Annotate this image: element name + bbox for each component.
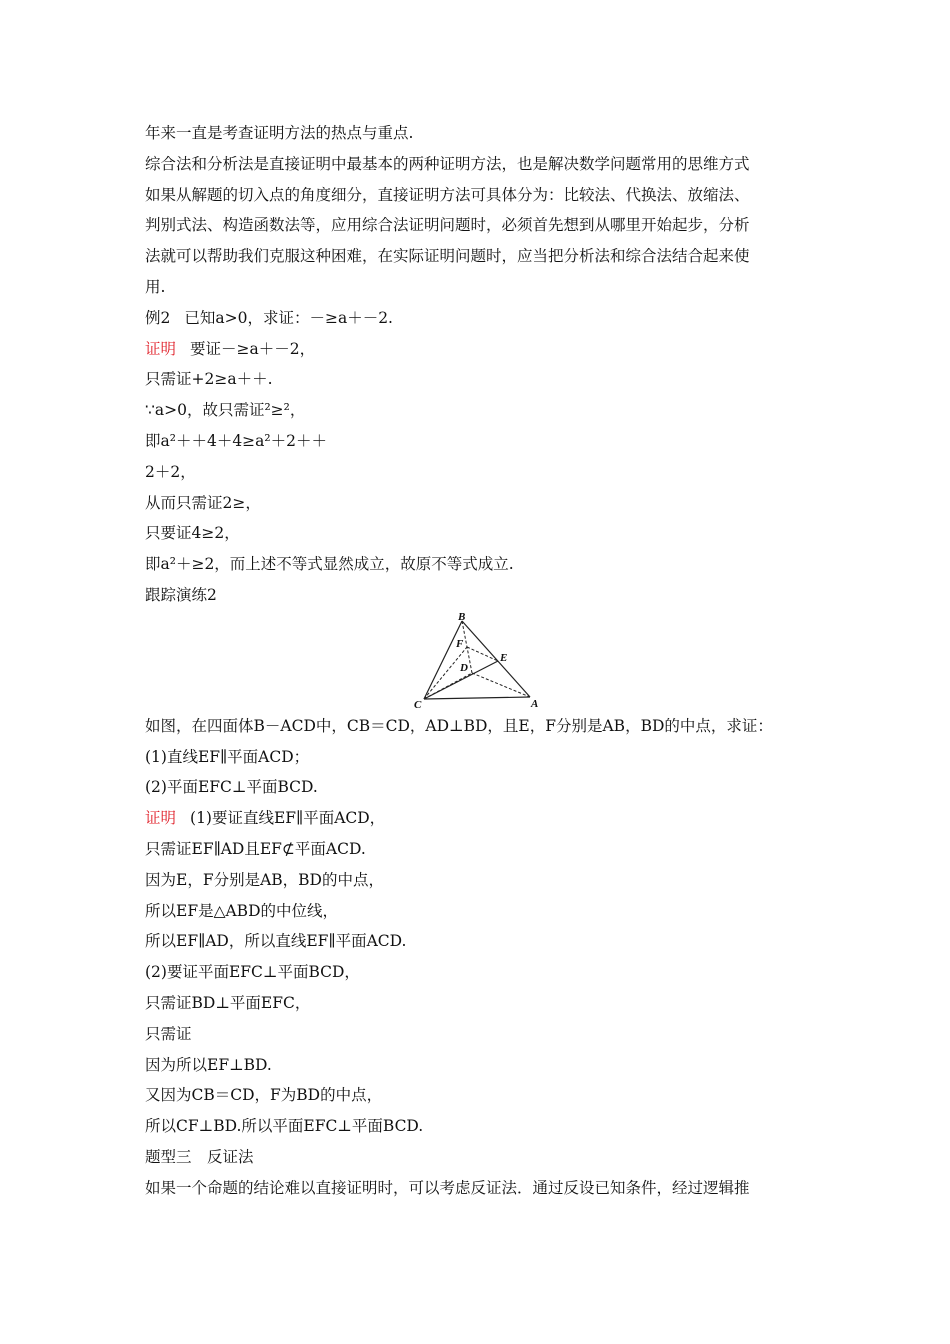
text-line: 所以CF⊥BD.所以平面EFC⊥平面BCD. <box>145 1117 424 1136</box>
example-label: 例2 <box>145 308 171 327</box>
text-line: 综合法和分析法是直接证明中最基本的两种证明方法，也是解决数学问题常用的思维方式 <box>145 154 750 173</box>
text-line: 因为所以EF⊥BD. <box>145 1055 272 1074</box>
text-line: 判别式法、构造函数法等，应用综合法证明问题时，必须首先想到从哪里开始起步，分析 <box>145 216 750 235</box>
text-line: (2)要证平面EFC⊥平面BCD， <box>145 963 360 982</box>
edge-ca <box>424 697 530 699</box>
text-line: 即a²＋≥2，而上述不等式显然成立，故原不等式成立. <box>145 555 514 574</box>
proof-text: 要证－≥a＋－2， <box>190 339 316 358</box>
edge-da <box>472 673 530 697</box>
text-line: 用. <box>145 277 166 296</box>
proof-start <box>145 803 810 834</box>
edge-fe <box>467 647 498 661</box>
text-line: (1)直线EF∥平面ACD； <box>145 747 310 766</box>
text-line: 只需证EF∥AD且EF⊄平面ACD. <box>145 839 366 858</box>
text-line: 如果一个命题的结论难以直接证明时，可以考虑反证法．通过反设已知条件，经过逻辑推 <box>145 1178 750 1197</box>
point-label-e: E <box>500 651 508 664</box>
proof-label: 证明 <box>145 809 177 828</box>
text-line: 年来一直是考查证明方法的热点与重点. <box>145 124 414 142</box>
document-page <box>145 118 810 1204</box>
vertex-label-c: C <box>414 698 422 709</box>
text-line: (2)平面EFC⊥平面BCD. <box>145 778 318 797</box>
text-line: 如图，在四面体B－ACD中，CB＝CD，AD⊥BD，且E，F分别是AB，BD的中点，求证： <box>145 716 773 735</box>
example-2 <box>145 303 810 334</box>
text-line: 如果从解题的切入点的角度细分，直接证明方法可具体分为：比较法、代换法、放缩法、 <box>145 185 750 204</box>
proof-label: 证明 <box>145 339 177 358</box>
text-line: 只需证 <box>145 1024 192 1043</box>
tetrahedron-figure <box>145 611 810 711</box>
text-line: 即a²＋＋4＋4≥a²＋2＋＋ <box>145 431 327 450</box>
exercise-heading: 跟踪演练2 <box>145 585 217 604</box>
text-line: 只需证BD⊥平面EFC， <box>145 993 311 1012</box>
edge-ba <box>462 621 530 697</box>
text-line: 所以EF∥AD，所以直线EF∥平面ACD. <box>145 932 407 951</box>
text-line: 只要证4≥2， <box>145 524 240 543</box>
vertex-label-b: B <box>458 612 466 623</box>
vertex-label-d: D <box>460 661 468 674</box>
text-line: 从而只需证2≥， <box>145 493 261 512</box>
text-line: 所以EF是△ABD的中位线， <box>145 901 339 920</box>
tetrahedron-diagram <box>410 613 550 709</box>
text-line: 2＋2， <box>145 462 196 481</box>
point-label-f: F <box>456 637 464 650</box>
vertex-label-a: A <box>531 697 539 709</box>
text-line: 又因为CB＝CD，F为BD的中点， <box>145 1086 383 1105</box>
example-statement: 已知a>0，求证：－≥a＋－2. <box>184 308 393 327</box>
text-line: 因为E，F分别是AB，BD的中点， <box>145 870 384 889</box>
text-line: ∵a>0，故只需证²≥²， <box>145 401 306 420</box>
proof-start <box>145 334 810 365</box>
text-line: 只需证+2≥a＋＋. <box>145 370 273 389</box>
proof-text: (1)要证直线EF∥平面ACD， <box>190 809 386 828</box>
text-line: 法就可以帮助我们克服这种困难，在实际证明问题时，应当把分析法和综合法结合起来使 <box>145 247 750 266</box>
section-heading: 题型三 反证法 <box>145 1147 254 1166</box>
